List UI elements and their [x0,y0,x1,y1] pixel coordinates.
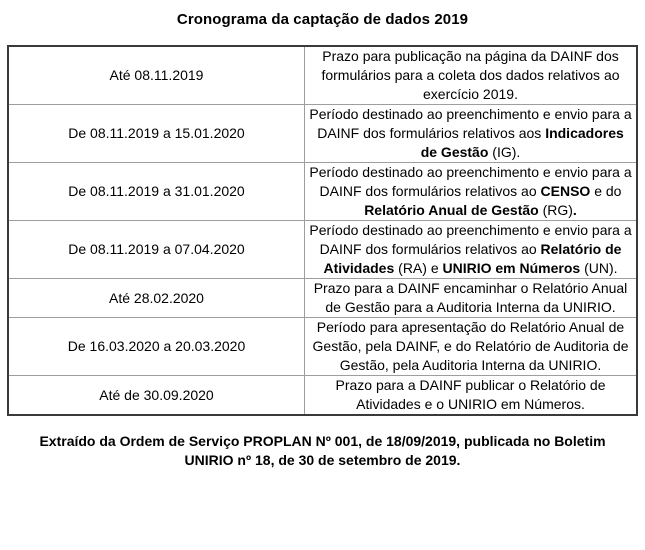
table-row [8,221,637,279]
description-segment: (RG) [538,202,573,218]
table-row [8,279,637,318]
description-cell [305,318,638,376]
document-page [0,11,645,550]
description-segment: UNIRIO em Números [442,260,581,276]
period-cell: Até 28.02.2020 [8,279,305,318]
table-row [8,163,637,221]
description-cell [305,105,638,163]
description-cell [305,221,638,279]
description-cell [305,163,638,221]
description-segment: Relatório Anual de Gestão [364,202,539,218]
period-cell: De 08.11.2019 a 07.04.2020 [8,221,305,279]
source-note: Extraído da Ordem de Serviço PROPLAN Nº 001, de 18/09/2019, publicada no Boletim UNIRIO nº 18, de 30 de setembro de 2019. [39,433,606,468]
description-segment: (IG). [488,144,521,160]
description-segment: Relatório de Atividades [323,241,622,276]
description-cell [305,46,638,105]
description-segment: Prazo para publicação na página da DAINF dos formulários para a coleta dos dados relativos ao exercício 2019. [321,48,620,102]
description-segment: Prazo para a DAINF encaminhar o Relatório Anual de Gestão para a Auditoria Interna da UNIRIO. [313,280,628,315]
table-row [8,105,637,163]
description-cell [305,279,638,318]
period-cell: De 08.11.2019 a 31.01.2020 [8,163,305,221]
description-segment: (UN). [580,260,618,276]
period-cell: De 16.03.2020 a 20.03.2020 [8,318,305,376]
schedule-table-body [8,46,637,415]
table-row [8,376,637,416]
description-segment: Período destinado ao preenchimento e envio para a DAINF dos formulários relativos ao [309,164,632,199]
period-cell: Até 08.11.2019 [8,46,305,105]
description-segment: . [572,202,577,218]
table-row [8,318,637,376]
schedule-table [7,45,638,416]
description-segment: Prazo para a DAINF publicar o Relatório de Atividades e o UNIRIO em Números. [335,377,606,412]
description-segment: Indicadores de Gestão [420,125,624,160]
description-segment: Período para apresentação do Relatório Anual de Gestão, pela DAINF, e do Relatório de Auditoria de Gestão, pela Auditoria Interna da UNIRIO. [312,319,629,373]
description-cell [305,376,638,416]
description-segment: CENSO [540,183,591,199]
period-cell: Até de 30.09.2020 [8,376,305,416]
description-segment: e do [590,183,622,199]
description-segment: Período destinado ao preenchimento e envio para a DAINF dos formulários relativos ao [309,222,632,257]
period-cell: De 08.11.2019 a 15.01.2020 [8,105,305,163]
page-title: Cronograma da captação de dados 2019 [176,11,469,28]
description-segment: (RA) e [394,260,443,276]
description-segment: Período destinado ao preenchimento e envio para a DAINF dos formulários relativos aos [309,106,632,141]
table-row [8,46,637,105]
